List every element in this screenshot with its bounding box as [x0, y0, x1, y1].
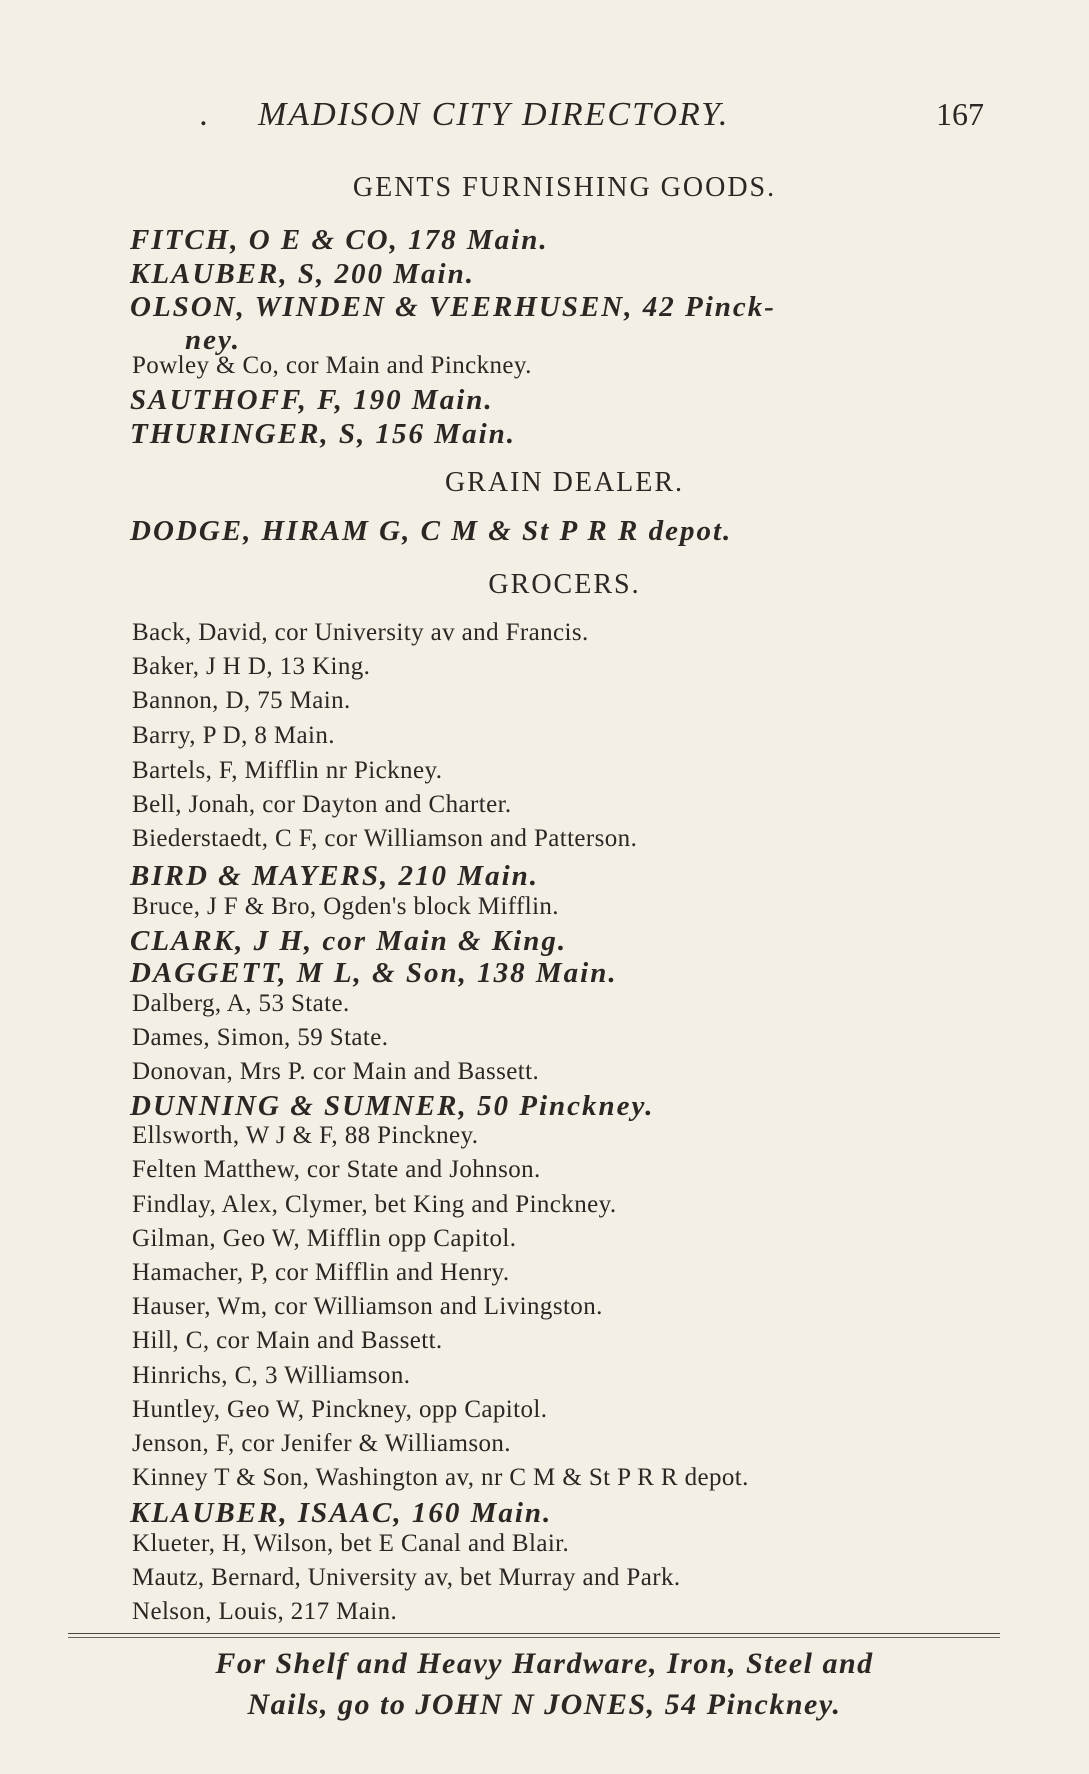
header-dot: . — [200, 96, 211, 133]
entry-bold-continuation: ney. — [185, 324, 242, 356]
entry-bold: CLARK, J H, cor Main & King. — [130, 925, 568, 957]
entry-plain: Bannon, D, 75 Main. — [132, 687, 351, 714]
entry-plain: Gilman, Geo W, Mifflin opp Capitol. — [132, 1225, 517, 1252]
entry-bold: DODGE, HIRAM G, C M & St P R R depot. — [130, 515, 733, 547]
entry-plain: Hill, C, cor Main and Bassett. — [132, 1327, 443, 1354]
section-heading-grain: GRAIN DEALER. — [444, 467, 685, 498]
entry-plain: Klueter, H, Wilson, bet E Canal and Blair. — [132, 1530, 570, 1557]
footer-rule — [68, 1633, 1000, 1634]
footer-advertisement-line-2: Nails, go to JOHN N JONES, 54 Pinckney. — [247, 1688, 842, 1721]
entry-plain: Huntley, Geo W, Pinckney, opp Capitol. — [132, 1396, 548, 1423]
entry-plain: Dalberg, A, 53 State. — [132, 990, 350, 1017]
entry-plain: Felten Matthew, cor State and Johnson. — [132, 1156, 541, 1183]
entry-bold: FITCH, O E & CO, 178 Main. — [130, 224, 549, 256]
footer-advertisement-line-1: For Shelf and Heavy Hardware, Iron, Steel and — [215, 1647, 874, 1680]
page-number: 167 — [936, 96, 984, 132]
entry-plain: Dames, Simon, 59 State. — [132, 1024, 389, 1051]
entry-plain: Ellsworth, W J & F, 88 Pinckney. — [132, 1122, 479, 1149]
entry-bold: OLSON, WINDEN & VEERHUSEN, 42 Pinck- — [130, 291, 776, 323]
entry-plain: Bartels, F, Mifflin nr Pickney. — [132, 757, 443, 784]
entry-bold: SAUTHOFF, F, 190 Main. — [130, 384, 494, 416]
entry-plain: Jenson, F, cor Jenifer & Williamson. — [132, 1430, 511, 1457]
entry-plain: Back, David, cor University av and Francis. — [132, 619, 589, 646]
entry-plain: Biederstaedt, C F, cor Williamson and Patterson. — [132, 825, 638, 852]
entry-bold: DAGGETT, M L, & Son, 138 Main. — [130, 957, 618, 989]
entry-plain: Kinney T & Son, Washington av, nr C M & St P R R depot. — [132, 1464, 749, 1491]
entry-plain: Hamacher, P, cor Mifflin and Henry. — [132, 1259, 510, 1286]
entry-plain: Findlay, Alex, Clymer, bet King and Pinckney. — [132, 1191, 617, 1218]
entry-plain: Hauser, Wm, cor Williamson and Livingston. — [132, 1293, 603, 1320]
entry-bold: KLAUBER, S, 200 Main. — [130, 258, 475, 290]
section-heading-gents: GENTS FURNISHING GOODS. — [352, 172, 777, 203]
entry-plain: Bruce, J F & Bro, Ogden's block Mifflin. — [132, 893, 559, 920]
entry-plain: Baker, J H D, 13 King. — [132, 653, 371, 680]
footer-rule-thin — [68, 1637, 1000, 1638]
entry-bold: THURINGER, S, 156 Main. — [130, 418, 517, 450]
entry-plain: Powley & Co, cor Main and Pinckney. — [132, 352, 532, 379]
running-title: MADISON CITY DIRECTORY. — [258, 96, 730, 133]
section-heading-grocers: GROCERS. — [488, 569, 641, 600]
entry-plain: Mautz, Bernard, University av, bet Murray and Park. — [132, 1564, 681, 1591]
entry-plain: Hinrichs, C, 3 Williamson. — [132, 1362, 411, 1389]
entry-plain: Barry, P D, 8 Main. — [132, 722, 335, 749]
entry-plain: Donovan, Mrs P. cor Main and Bassett. — [132, 1058, 540, 1085]
entry-bold: KLAUBER, ISAAC, 160 Main. — [130, 1497, 553, 1529]
entry-plain: Bell, Jonah, cor Dayton and Charter. — [132, 791, 512, 818]
entry-bold: BIRD & MAYERS, 210 Main. — [130, 860, 539, 892]
entry-bold: DUNNING & SUMNER, 50 Pinckney. — [130, 1090, 655, 1122]
entry-plain: Nelson, Louis, 217 Main. — [132, 1598, 398, 1625]
